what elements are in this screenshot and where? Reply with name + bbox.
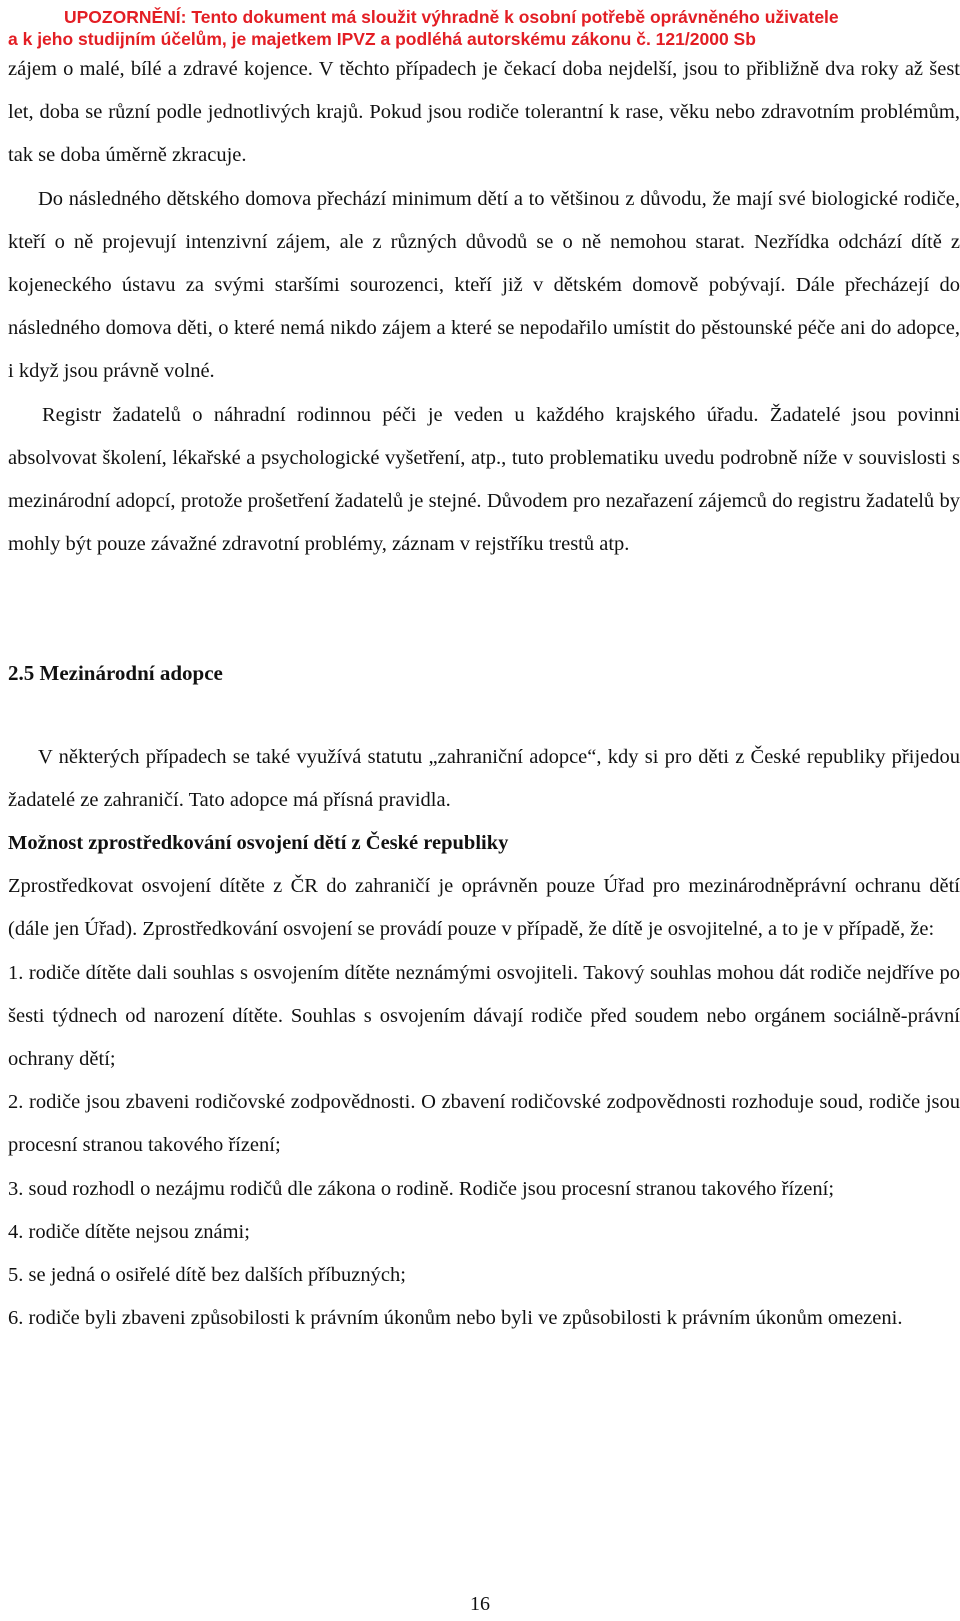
list-item: 3. soud rozhodl o nezájmu rodičů dle zákona o rodině. Rodiče jsou procesní stranou takového řízení;: [8, 1177, 835, 1200]
paragraph-international-adoption-intro: V některých případech se také využívá statutu „zahraniční adopce“, kdy si pro děti z České republiky přijedou žadatelé ze zahraničí. Tato adopce má přísná pravidla.: [8, 745, 960, 811]
spacer: [8, 696, 960, 736]
section-heading: 2.5 Mezinárodní adopce: [8, 661, 223, 686]
list-item: 4. rodiče dítěte nejsou známi;: [8, 1220, 250, 1243]
spacer: [8, 566, 960, 652]
notice-line-1: UPOZORNĚNÍ: Tento dokument má sloužit výhradně k osobní potřebě oprávněného uživatele: [64, 7, 839, 27]
notice-line-2: a k jeho studijním účelům, je majetkem IPVZ a podléhá autorskému zákonu č. 121/2000 Sb: [8, 29, 756, 49]
page-number: 16: [470, 1593, 490, 1615]
paragraph-waiting-time: zájem o malé, bílé a zdravé kojence. V těchto případech je čekací doba nejdelší, jsou to přibližně dva roky až šest let, doba se různí podle jednotlivých krajů. Pokud jsou rodiče tolerantní k rase, věku nebo zdravotním problémům, tak se doba úměrně zkracuje.: [8, 58, 960, 167]
list-item: 2. rodiče jsou zbaveni rodičovské zodpovědnosti. O zbavení rodičovské zodpovědnosti rozhoduje soud, rodiče jsou procesní stranou takového řízení;: [8, 1091, 960, 1157]
list-item: 1. rodiče dítěte dali souhlas s osvojením dítěte neznámými osvojiteli. Takový souhlas mohou dát rodiče nejdříve po šesti týdnech od narození dítěte. Souhlas s osvojením dávají rodiče před soudem nebo orgánem sociálně-právní ochrany dětí;: [8, 961, 960, 1071]
paragraph-mediation-body: Zprostředkovat osvojení dítěte z ČR do zahraničí je oprávněn pouze Úřad pro mezinárodněprávní ochranu dětí (dále jen Úřad). Zprostředkování osvojení se provádí pouze v případě, že dítě je osvojitelné, a to je v případě, že:: [8, 875, 960, 941]
copyright-notice: [8, 6, 952, 50]
paragraph-applicant-registry: Registr žadatelů o náhradní rodinnou péči je veden u každého krajského úřadu. Žadatelé jsou povinni absolvovat školení, lékařské a psychologické vyšetření, atp., tuto problematiku uvedu podrobně níže v souvislosti s mezinárodní adopcí, protože prošetření žadatelů je stejné. Důvodem pro nezařazení zájemců do registru žadatelů by mohly být pouze závažné zdravotní problémy, záznam v rejstříku trestů atp.: [8, 403, 960, 556]
list-item: 5. se jedná o osiřelé dítě bez dalších příbuzných;: [8, 1264, 406, 1287]
document-body: [8, 48, 960, 1340]
paragraph-children-home: Do následného dětského domova přechází minimum dětí a to většinou z důvodu, že mají své biologické rodiče, kteří o ně projevují intenzivní zájem, ale z různých důvodů se o ně nemohou starat. Nezřídka odchází dítě z kojeneckého ústavu za svými staršími sourozenci, kteří již v dětském domově pobývají. Dále přecházejí do následného domova děti, o které nemá nikdo zájem a které se nepodařilo umístit do pěstounské péče ani do adopce, i když jsou právně volné.: [8, 187, 960, 383]
list-item: 6. rodiče byli zbaveni způsobilosti k právním úkonům nebo byli ve způsobilosti k právním úkonům omezeni.: [8, 1307, 903, 1330]
subheading-mediation: Možnost zprostředkování osvojení dětí z České republiky: [8, 832, 509, 855]
